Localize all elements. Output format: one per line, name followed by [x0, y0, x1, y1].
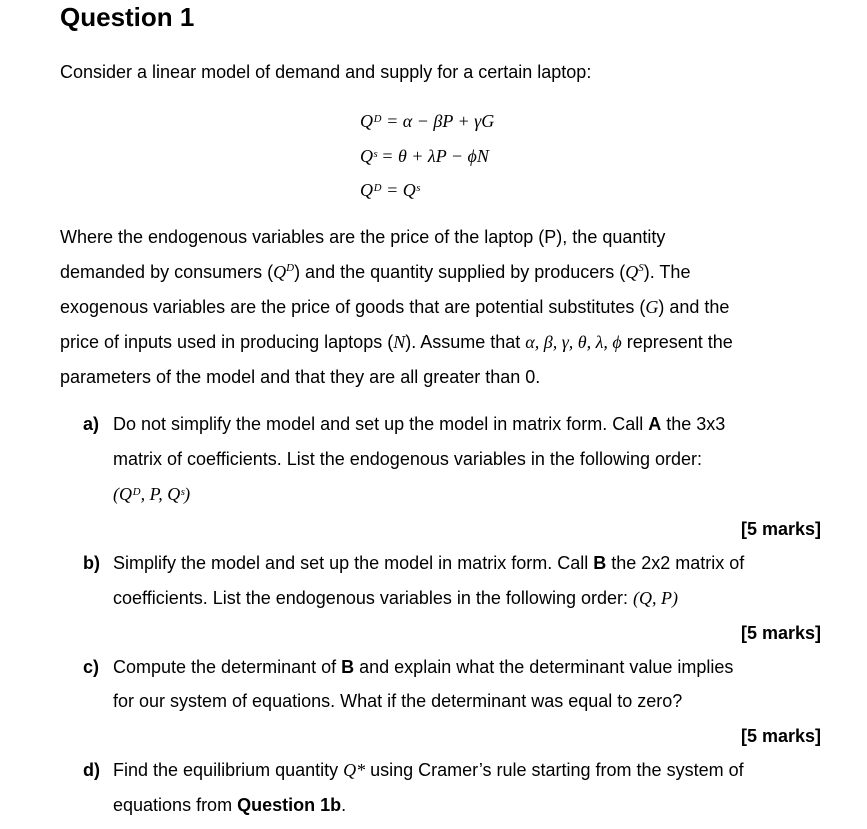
part-b-label: b) [83, 553, 100, 573]
paragraph-line-1: Where the endogenous variables are the price of the laptop (P), the quantity [60, 227, 666, 247]
part-a-line-2: matrix of coefficients. List the endogenous variables in the following order: [113, 449, 702, 469]
part-a-marks: [5 marks] [740, 519, 821, 539]
part-c-line-2: for our system of equations. What if the determinant was equal to zero? [113, 691, 683, 711]
intro-text: Consider a linear model of demand and supply for a certain laptop: [60, 62, 592, 82]
part-c-label: c) [83, 657, 100, 677]
paragraph-line-4: price of inputs used in producing laptops (N). Assume that α, β, γ, θ, λ, ϕ represent the [60, 332, 733, 352]
part-d-line-2: equations from Question 1b. [113, 795, 347, 815]
part-b-marks: [5 marks] [740, 623, 821, 643]
part-b-line-1: Simplify the model and set up the model in matrix form. Call B the 2x2 matrix of [113, 553, 745, 573]
part-a-line-1: Do not simplify the model and set up the model in matrix form. Call A the 3x3 [113, 414, 726, 434]
demand-equation: Qᴰ = α − βP + γG [360, 111, 495, 131]
equilibrium-equation: Qᴰ = Qˢ [360, 180, 420, 200]
supply-equation: Qˢ = θ + λP − ϕN [360, 146, 489, 166]
question-title: Question 1 [60, 2, 195, 32]
part-a-variable-order: (Qᴰ, P, Qˢ) [113, 484, 191, 504]
part-d-line-1: Find the equilibrium quantity Q* using Cramer’s rule starting from the system of [113, 760, 744, 780]
paragraph-line-5: parameters of the model and that they are all greater than 0. [60, 367, 541, 387]
part-a-label: a) [83, 414, 100, 434]
part-c-line-1: Compute the determinant of B and explain what the determinant value implies [113, 657, 734, 677]
paragraph-line-3: exogenous variables are the price of goods that are potential substitutes (G) and the [60, 297, 730, 317]
part-b-line-2: coefficients. List the endogenous variables in the following order: (Q, P) [113, 588, 678, 608]
part-c-marks: [5 marks] [740, 726, 821, 746]
part-d-label: d) [83, 760, 100, 780]
paragraph-line-2: demanded by consumers $(Q^D)$ and the quantity supplied by producers $(Q^S)$. The [60, 262, 691, 282]
